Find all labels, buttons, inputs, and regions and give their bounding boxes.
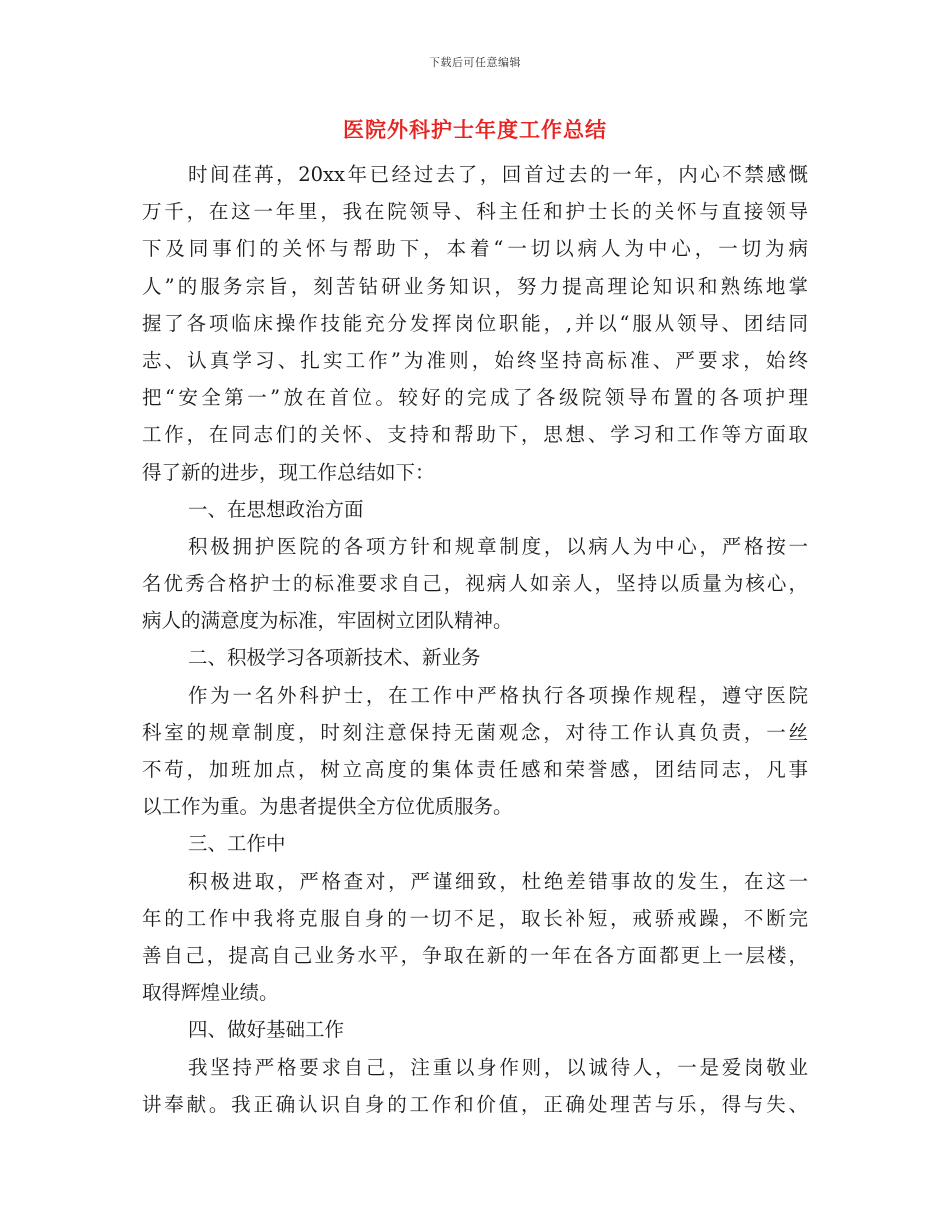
text-line: 取得辉煌业绩。 [142, 981, 279, 1005]
text-line: 人”的服务宗旨，刻苦钻研业务知识，努力提高理论知识和熟练地掌 [142, 274, 808, 298]
text-line: 三、工作中 [188, 832, 286, 856]
text-line: 科室的规章制度，时刻注意保持无菌观念，对待工作认真负责，一丝 [142, 720, 808, 744]
text-line: 握了各项临床操作技能充分发挥岗位职能，,并以“服从领导、团结同 [142, 311, 808, 335]
header-note: 下载后可任意编辑 [429, 56, 521, 69]
text-line: 不苟，加班加点，树立高度的集体责任感和荣誉感，团结同志，凡事 [142, 758, 808, 781]
text-line: 积极进取，严格查对，严谨细致，杜绝差错事故的发生，在这一 [188, 869, 808, 893]
text-line: 善自己，提高自己业务水平，争取在新的一年在各方面都更上一层楼， [142, 943, 808, 967]
text-line: 我坚持严格要求自己，注重以身作则，以诚待人，一是爱岗敬业 [188, 1055, 808, 1079]
text-line: 病人的满意度为标准，牢固树立团队精神。 [142, 609, 513, 633]
text-line: 作为一名外科护士，在工作中严格执行各项操作规程，遵守医院 [188, 683, 808, 707]
document-title: 医院外科护士年度工作总结 [343, 117, 607, 142]
text-line: 二、积极学习各项新技术、新业务 [188, 646, 481, 670]
text-line: 工作，在同志们的关怀、支持和帮助下，思想、学习和工作等方面取 [142, 423, 808, 447]
text-line: 讲奉献。我正确认识自身的工作和价值，正确处理苦与乐，得与失、 [142, 1092, 808, 1116]
text-line: 得了新的进步，现工作总结如下： [142, 460, 435, 484]
text-line: 志、认真学习、扎实工作”为准则，始终坚持高标准、严要求，始终 [142, 348, 808, 372]
text-line: 一、在思想政治方面 [188, 497, 364, 521]
text-line: 把“安全第一”放在首位。较好的完成了各级院领导布置的各项护理 [142, 386, 808, 410]
document-body [142, 156, 808, 1123]
text-line: 以工作为重。为患者提供全方位优质服务。 [142, 795, 513, 819]
text-line: 万千，在这一年里，我在院领导、科主任和护士长的关怀与直接领导 [142, 200, 808, 224]
text-line: 四、做好基础工作 [188, 1018, 345, 1042]
text-line: 下及同事们的关怀与帮助下，本着“一切以病人为中心，一切为病 [142, 237, 808, 261]
text-line: 时间荏苒，20xx年已经过去了，回首过去的一年，内心不禁感慨 [188, 163, 808, 186]
text-line: 年的工作中我将克服自身的一切不足，取长补短，戒骄戒躁，不断完 [142, 906, 808, 930]
text-line: 名优秀合格护士的标准要求自己，视病人如亲人，坚持以质量为核心， [142, 572, 808, 596]
text-line: 积极拥护医院的各项方针和规章制度，以病人为中心，严格按一 [188, 534, 808, 558]
